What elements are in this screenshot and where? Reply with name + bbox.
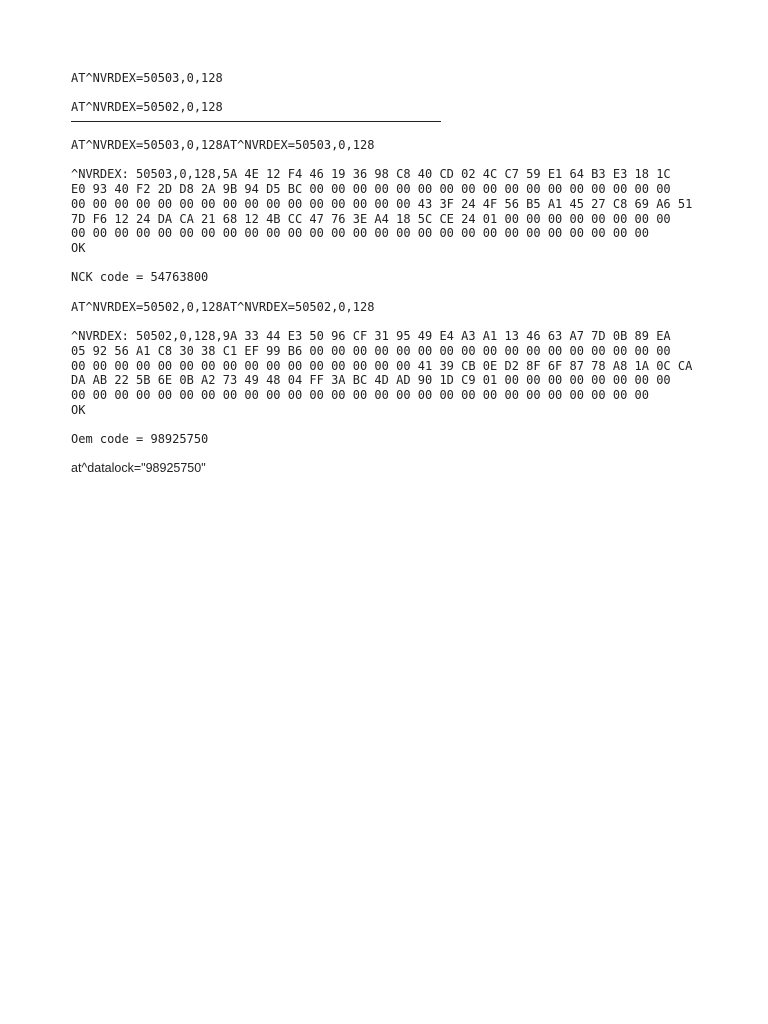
document-page [71,71,711,476]
response-line: E0 93 40 F2 2D D8 2A 9B 94 D5 BC 00 00 00 00 00 00 00 00 00 00 00 00 00 00 00 00 00 [71,182,671,197]
response-line: DA AB 22 5B 6E 0B A2 73 49 48 04 FF 3A BC 4D AD 90 1D C9 01 00 00 00 00 00 00 00 00 [71,373,671,388]
command-read-50502: AT^NVRDEX=50502,0,128 [71,100,223,115]
response-ok: OK [71,402,86,417]
command-read-50503: AT^NVRDEX=50503,0,128 [71,71,223,85]
spacer [71,153,711,168]
nck-code: NCK code = 54763800 [71,270,209,285]
response-line: 05 92 56 A1 C8 30 38 C1 EF 99 B6 00 00 00 00 00 00 00 00 00 00 00 00 00 00 00 00 00 [71,343,671,358]
spacer [71,285,711,300]
spacer [71,447,711,462]
spacer [71,314,711,329]
response-line: 7D F6 12 24 DA CA 21 68 12 4B CC 47 76 3E A4 18 5C CE 24 01 00 00 00 00 00 00 00 00 [71,211,671,226]
response-line: 00 00 00 00 00 00 00 00 00 00 00 00 00 00 00 00 43 3F 24 4F 56 B5 A1 45 27 C8 69 A6 51 [71,196,693,211]
response-line: 00 00 00 00 00 00 00 00 00 00 00 00 00 00 00 00 00 00 00 00 00 00 00 00 00 00 00 [71,387,649,402]
datalock-command: at^datalock="98925750" [71,461,206,476]
response-line: 00 00 00 00 00 00 00 00 00 00 00 00 00 00 00 00 00 00 00 00 00 00 00 00 00 00 00 [71,226,649,241]
response-line: ^NVRDEX: 50502,0,128,9A 33 44 E3 50 96 CF 31 95 49 E4 A3 A1 13 46 63 A7 7D 0B 89 EA [71,329,671,344]
horizontal-rule [71,121,441,122]
spacer [71,86,711,101]
spacer [71,417,711,432]
echo-command-50503: AT^NVRDEX=50503,0,128AT^NVRDEX=50503,0,128 [71,138,375,153]
response-block-50503 [71,167,711,255]
response-line: 00 00 00 00 00 00 00 00 00 00 00 00 00 00 00 00 41 39 CB 0E D2 8F 6F 87 78 A8 1A 0C CA [71,358,693,373]
response-block-50502 [71,329,711,417]
response-line: ^NVRDEX: 50503,0,128,5A 4E 12 F4 46 19 36 98 C8 40 CD 02 4C C7 59 E1 64 B3 E3 18 1C [71,167,671,182]
echo-command-50502: AT^NVRDEX=50502,0,128AT^NVRDEX=50502,0,128 [71,299,375,314]
spacer [71,256,711,271]
response-ok: OK [71,241,86,255]
oem-code: Oem code = 98925750 [71,432,209,447]
